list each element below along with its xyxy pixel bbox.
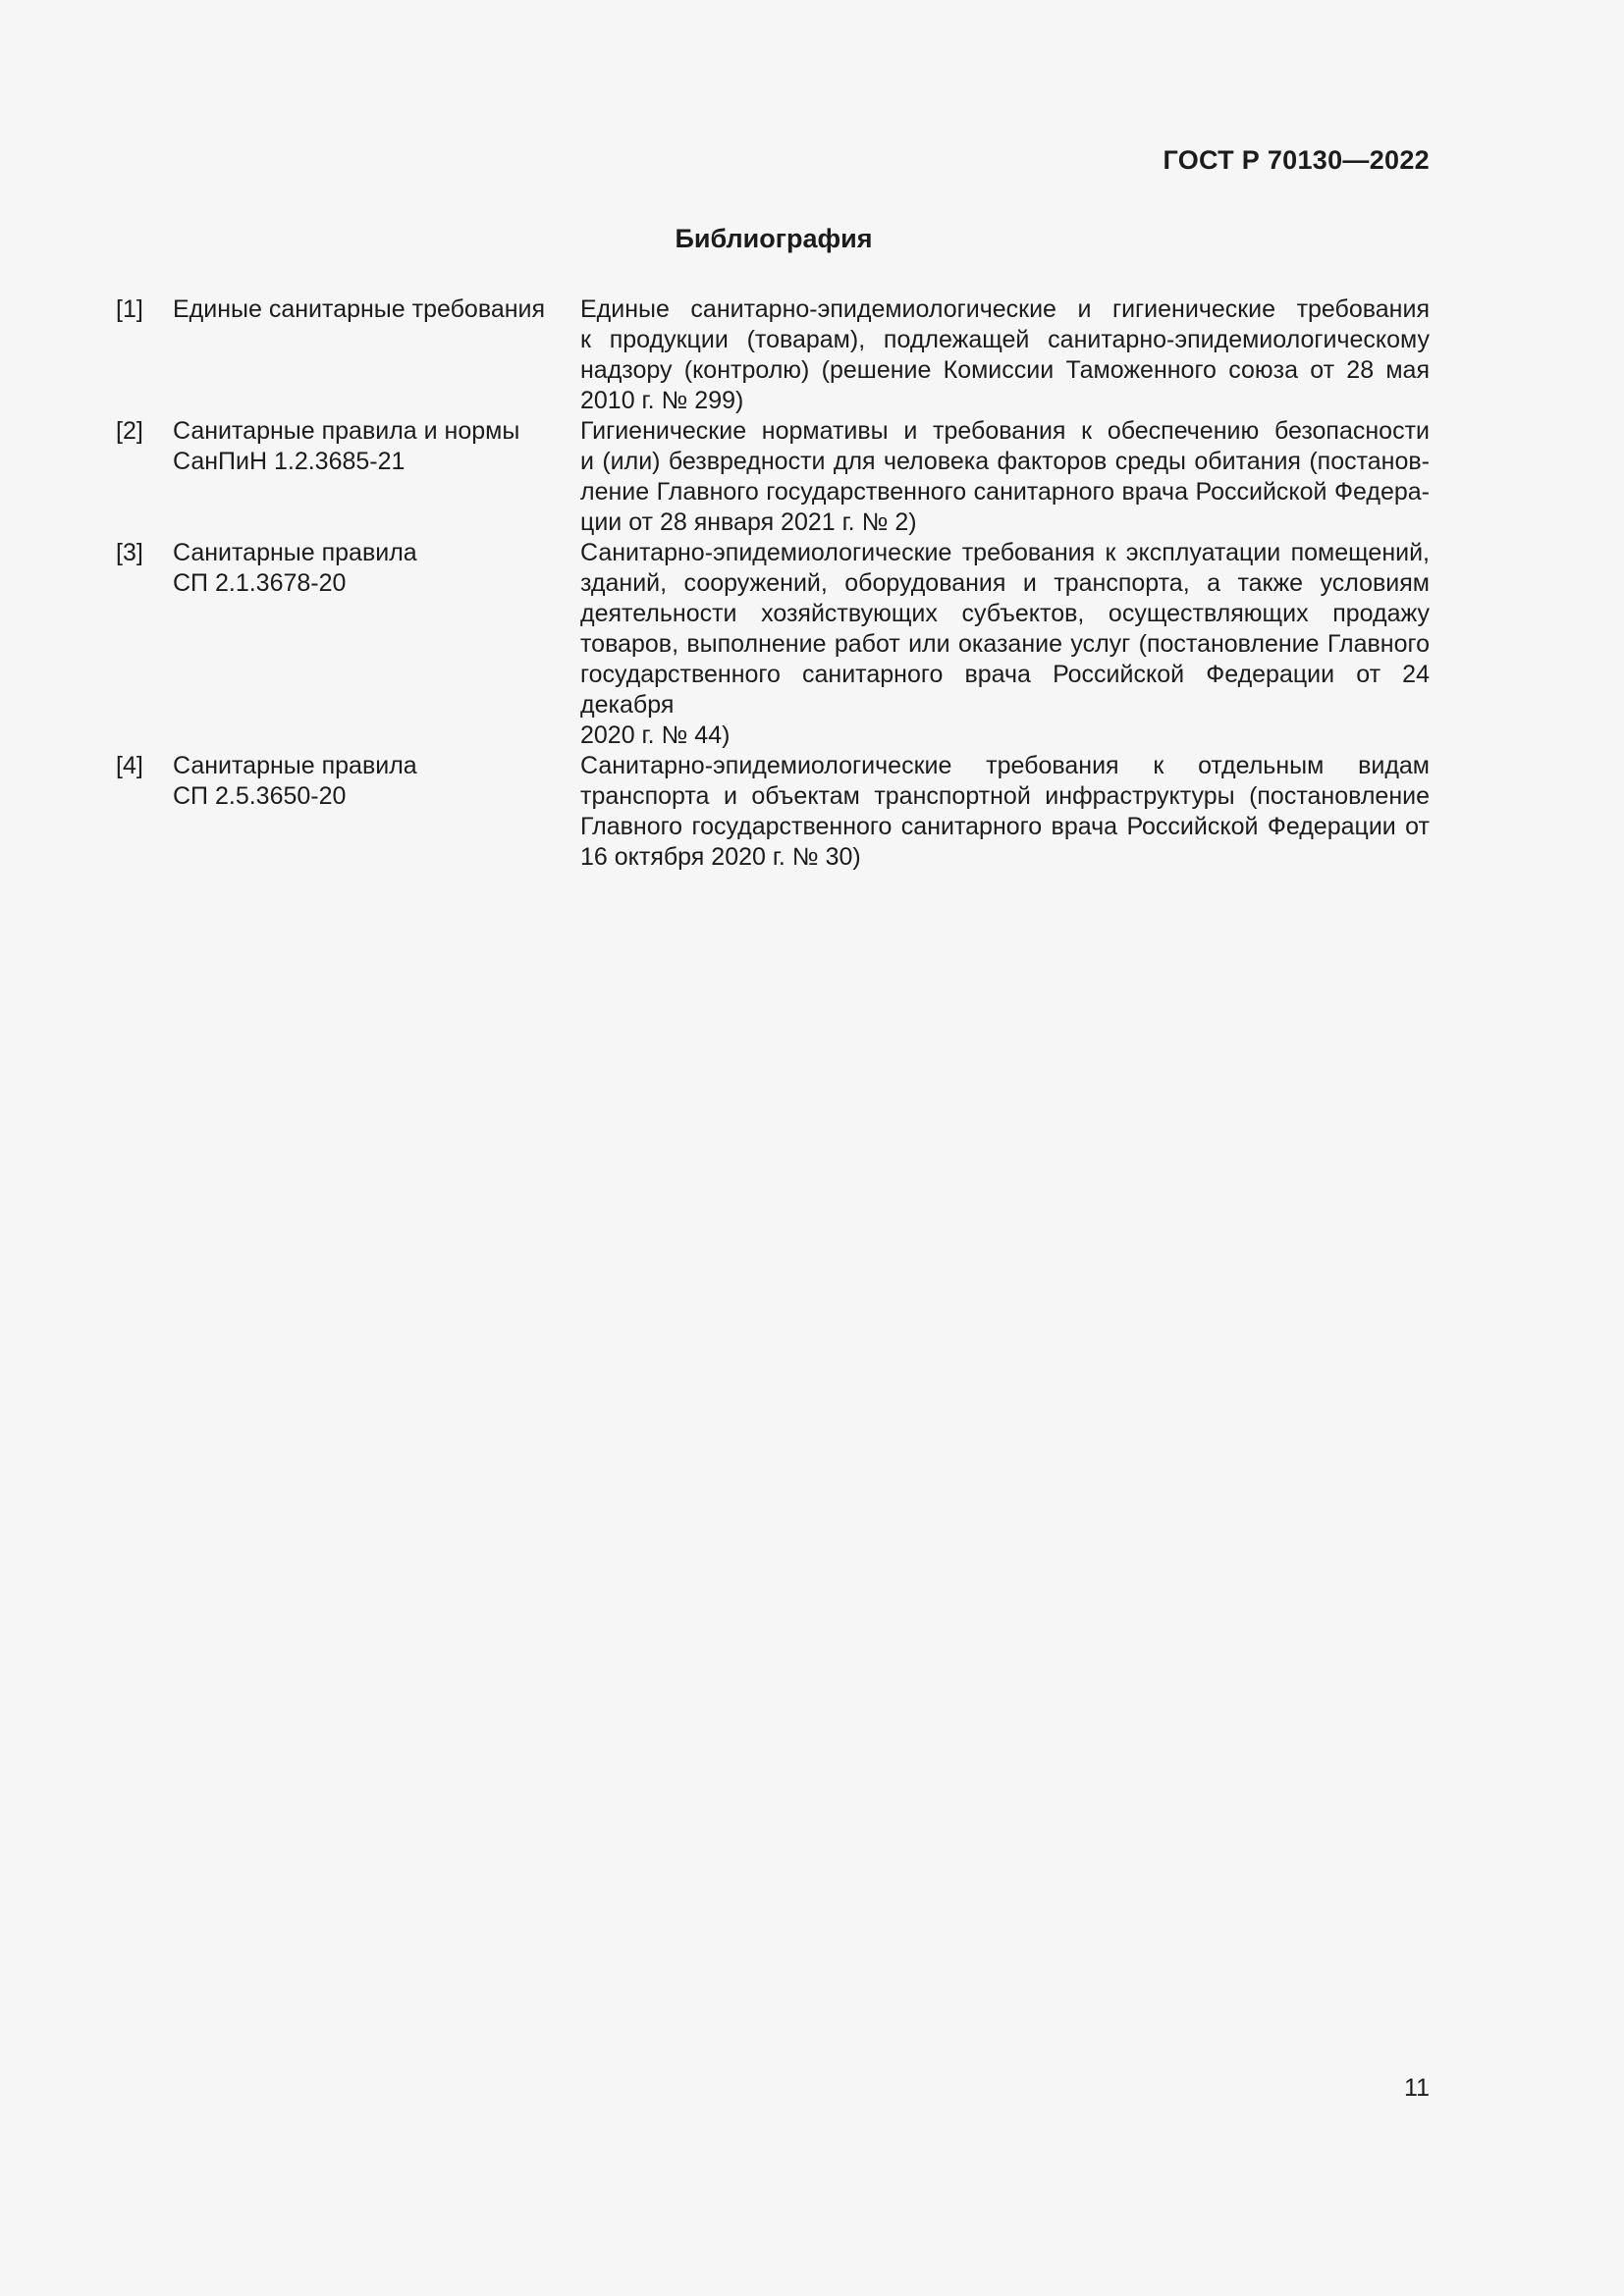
entry-number: [1] <box>116 295 143 323</box>
entry-description-line: товаров, выполнение работ или оказание услуг (постановление Главного <box>580 630 1430 658</box>
entry-description-line: государственного санитарного врача Российской Федерации от 24 декабря <box>580 661 1430 719</box>
bibliography-entry-3 <box>116 538 1430 751</box>
entry-source-line: Санитарные правила <box>173 539 417 566</box>
entry-description-line: 2010 г. № 299) <box>580 387 744 414</box>
entry-description-line: Единые санитарно-эпидемиологические и гигиенические требования <box>580 295 1430 323</box>
bibliography-entry-4 <box>116 751 1430 873</box>
entry-source-line: Санитарные правила и нормы <box>173 417 520 445</box>
entry-description-line: Главного государственного санитарного врача Российской Федерации от <box>580 813 1430 840</box>
entry-source-name <box>173 294 580 416</box>
entry-description-line: ции от 28 января 2021 г. № 2) <box>580 508 917 536</box>
section-title: Библиография <box>675 224 873 253</box>
entry-description-line: зданий, сооружений, оборудования и транспорта, а также условиям <box>580 569 1430 597</box>
entry-source-name <box>173 538 580 751</box>
entry-description <box>580 294 1430 416</box>
entry-description-line: к продукции (товарам), подлежащей санитарно-эпидемиологическому <box>580 326 1430 353</box>
entry-description <box>580 538 1430 751</box>
entry-source-code: СанПиН 1.2.3685-21 <box>173 448 406 475</box>
entry-description-line: и (или) безвредности для человека факторов среды обитания (постанов- <box>580 448 1430 475</box>
document-id: ГОСТ Р 70130—2022 <box>1163 145 1430 175</box>
page-number: 11 <box>1404 2074 1430 2102</box>
entry-description <box>580 751 1430 873</box>
entry-number: [3] <box>116 539 143 566</box>
entry-source-name <box>173 751 580 873</box>
entry-source-code: СП 2.1.3678-20 <box>173 569 347 597</box>
entry-description <box>580 416 1430 538</box>
entry-source-line: Санитарные правила <box>173 752 417 779</box>
bibliography-entry-1 <box>116 294 1430 416</box>
entry-description-line: Санитарно-эпидемиологические требования к эксплуатации помещений, <box>580 539 1430 566</box>
entry-description-line: деятельности хозяйствующих субъектов, осуществляющих продажу <box>580 600 1430 627</box>
entry-source-line: Единые санитарные требования <box>173 295 546 323</box>
entry-source-name <box>173 416 580 538</box>
entry-number: [4] <box>116 752 143 779</box>
bibliography-list <box>116 294 1430 873</box>
entry-description-line: надзору (контролю) (решение Комиссии Таможенного союза от 28 мая <box>580 356 1430 384</box>
entry-source-code: СП 2.5.3650-20 <box>173 782 347 810</box>
bibliography-entry-2 <box>116 416 1430 538</box>
entry-number: [2] <box>116 417 143 445</box>
entry-description-line: 2020 г. № 44) <box>580 721 731 749</box>
entry-description-line: Гигиенические нормативы и требования к обеспечению безопасности <box>580 417 1430 445</box>
entry-description-line: Санитарно-эпидемиологические требования к отдельным видам <box>580 752 1430 779</box>
entry-description-line: 16 октября 2020 г. № 30) <box>580 843 861 871</box>
entry-description-line: ление Главного государственного санитарного врача Российской Федера- <box>580 478 1430 506</box>
entry-description-line: транспорта и объектам транспортной инфраструктуры (постановление <box>580 782 1430 810</box>
